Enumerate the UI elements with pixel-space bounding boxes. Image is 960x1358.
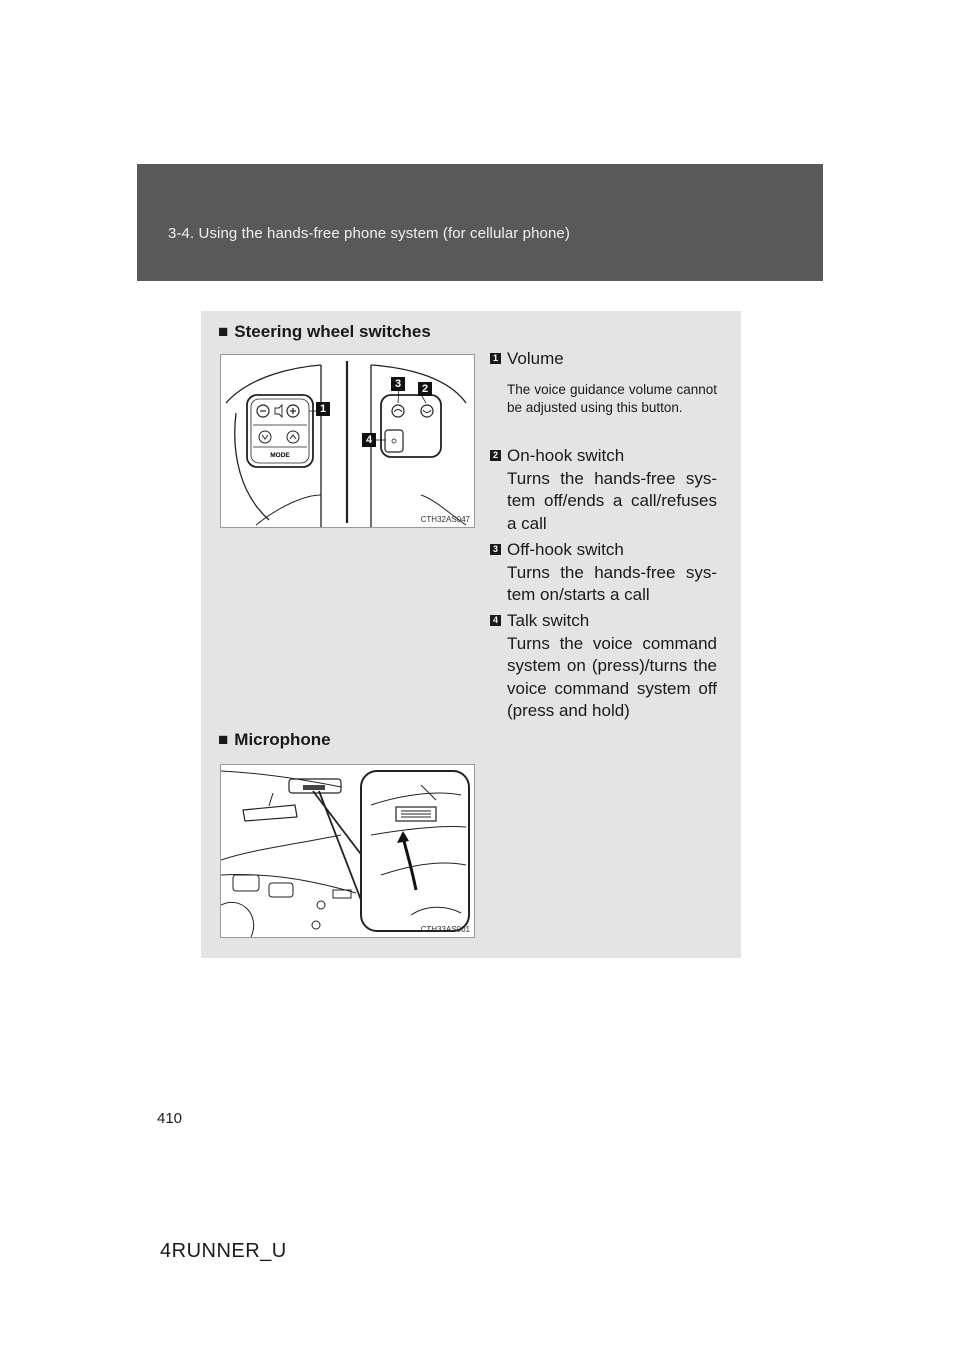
item-on-hook-switch (492, 445, 717, 535)
chapter-title: 3-4. Using the hands-free phone system (for cellular phone) (168, 225, 570, 242)
callout-3: 3 (391, 377, 405, 391)
item-title: Talk switch (507, 611, 590, 630)
mode-label: MODE (270, 452, 290, 459)
item-off-hook-switch (492, 539, 717, 607)
header-bar (137, 164, 823, 281)
figure-code: CTH32AS047 (420, 515, 470, 524)
item-title: Volume (507, 349, 564, 368)
model-code: 4RUNNER_U (160, 1240, 287, 1262)
steering-wheel-switches-figure (220, 354, 475, 528)
item-desc: Turns the voice command system on (press)/turns the voice command system off (press and hold) (507, 633, 717, 720)
item-title: On-hook switch (507, 446, 625, 465)
item-number: 4 (490, 615, 501, 626)
microphone-heading: ■ Microphone (218, 730, 331, 749)
item-number: 2 (490, 450, 501, 461)
callout-1: 1 (316, 402, 330, 416)
steering-switches-heading: ■ Steering wheel switches (218, 322, 431, 341)
item-note: The voice guidance volume cannot be adjusted using this button. (507, 381, 717, 415)
square-bullet-icon: ■ (218, 730, 229, 749)
callout-2: 2 (418, 382, 432, 396)
callout-4: 4 (362, 433, 376, 447)
microphone-figure (220, 764, 475, 938)
item-desc: Turns the hands-free sys-tem off/ends a call/refuses a call (507, 468, 717, 533)
item-title: Off-hook switch (507, 540, 624, 559)
page-number: 410 (157, 1110, 183, 1127)
item-desc: Turns the hands-free sys-tem on/starts a call (507, 562, 717, 604)
item-number: 3 (490, 544, 501, 555)
figure-code: CTH33AS001 (420, 925, 470, 934)
item-talk-switch (492, 610, 717, 723)
square-bullet-icon: ■ (218, 322, 229, 341)
item-number: 1 (490, 353, 501, 364)
item-volume (492, 348, 717, 418)
